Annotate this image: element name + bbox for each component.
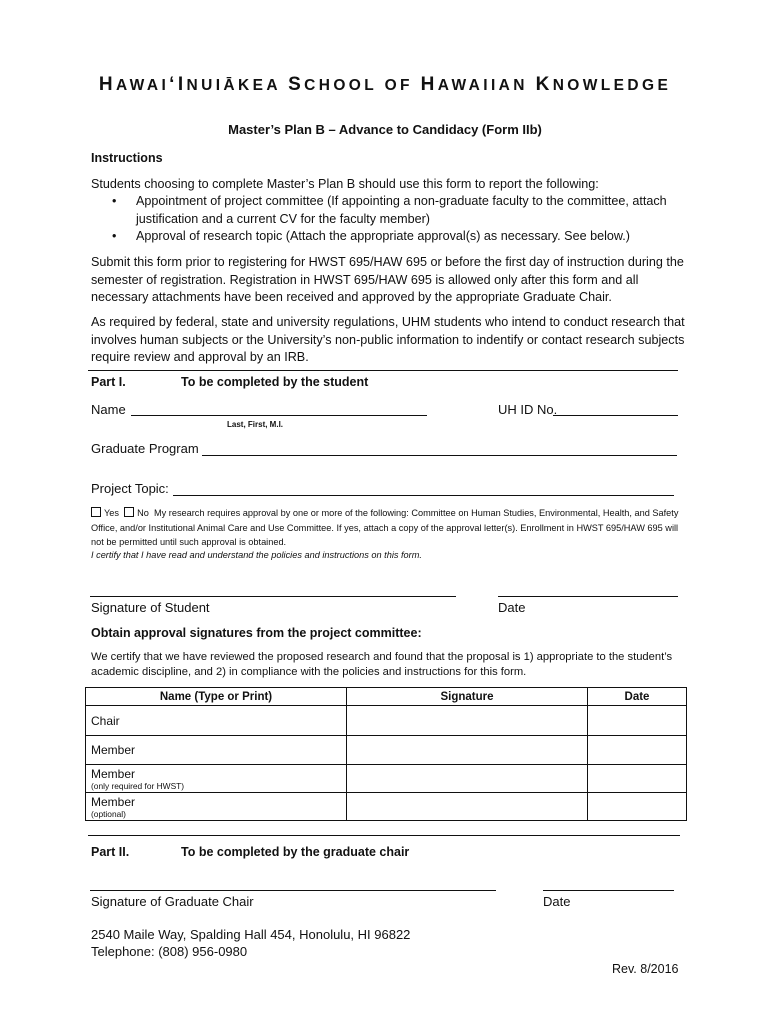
role-label: Chair bbox=[91, 713, 120, 728]
approval-paragraph bbox=[91, 506, 691, 550]
role-cell[interactable] bbox=[86, 736, 347, 765]
yes-checkbox[interactable] bbox=[91, 507, 101, 517]
student-signature-label: Signature of Student bbox=[91, 600, 210, 615]
role-cell[interactable] bbox=[86, 706, 347, 736]
uh-id-label: UH ID No. bbox=[498, 402, 558, 417]
role-note: (only required for HWST) bbox=[91, 780, 185, 791]
title-word: HAWAI bbox=[98, 74, 170, 95]
no-label: No bbox=[137, 508, 149, 518]
part1-heading: To be completed by the student bbox=[181, 375, 369, 389]
name-label: Name bbox=[91, 402, 126, 417]
column-header: Signature bbox=[347, 688, 588, 706]
bullet-marker: • bbox=[112, 194, 117, 208]
title-word: SCHOOL bbox=[288, 74, 377, 95]
student-signature-line[interactable] bbox=[90, 596, 456, 597]
date-cell[interactable] bbox=[588, 765, 687, 793]
role-note: (optional) bbox=[91, 808, 126, 819]
title-word: HAWAIIAN bbox=[420, 74, 528, 95]
table-row bbox=[86, 793, 687, 821]
section-divider bbox=[88, 835, 680, 836]
signature-cell[interactable] bbox=[347, 736, 588, 765]
certify-statement: I certify that I have read and understand the policies and instructions on this form. bbox=[91, 550, 422, 560]
name-field[interactable] bbox=[131, 415, 427, 416]
date-cell[interactable] bbox=[588, 793, 687, 821]
telephone: Telephone: (808) 956-0980 bbox=[91, 944, 248, 959]
chair-date-label: Date bbox=[543, 894, 571, 909]
project-topic-label: Project Topic: bbox=[91, 481, 169, 496]
role-cell[interactable] bbox=[86, 765, 347, 793]
table-header-row bbox=[86, 688, 687, 706]
no-checkbox[interactable] bbox=[124, 507, 134, 517]
approval-text: My research requires approval by one or more of the following: Committee on Human Studies, Environmental, Health, and Safety Office, and/or Institutional Animal Care and Use Committee. If yes, attach a copy of the approval letter(s). Enrollment in HWST 695/HAW 695 will not be permitted until such approval is obtained. bbox=[91, 508, 679, 547]
role-label: Member bbox=[91, 743, 136, 757]
date-cell[interactable] bbox=[588, 736, 687, 765]
signature-cell[interactable] bbox=[347, 706, 588, 736]
column-header: Date bbox=[588, 688, 687, 706]
role-label: Member bbox=[91, 766, 136, 781]
submit-paragraph: Submit this form prior to registering for HWST 695/HAW 695 or before the first day of instruction during the semester of registration. Registration in HWST 695/HAW 695 is allowed only after this form and all necessary attachments have been received and approved by the appropriate Graduate Chair. bbox=[91, 255, 684, 304]
signature-cell[interactable] bbox=[347, 765, 588, 793]
graduate-program-field[interactable] bbox=[202, 455, 677, 456]
project-topic-field[interactable] bbox=[173, 495, 674, 496]
graduate-program-label: Graduate Program bbox=[91, 441, 199, 456]
title-word: OF bbox=[384, 77, 413, 94]
yes-label: Yes bbox=[104, 508, 119, 518]
table-row bbox=[86, 765, 687, 793]
irb-paragraph: As required by federal, state and university regulations, UHM students who intend to conduct research that involves human subjects or the University’s non-public information to indentify or contact research subjects require review and approval by an IRB. bbox=[91, 315, 685, 364]
instructions-heading: Instructions bbox=[91, 151, 163, 165]
table-row bbox=[86, 706, 687, 736]
uh-id-field[interactable] bbox=[553, 415, 678, 416]
committee-heading: Obtain approval signatures from the project committee: bbox=[91, 626, 422, 640]
part2-label: Part II. bbox=[91, 845, 130, 859]
bullet-item: Appointment of project committee (If appointing a non-graduate faculty to the committee, attach justification and a current CV for the faculty member) bbox=[136, 194, 667, 226]
revision: Rev. 8/2016 bbox=[612, 962, 679, 976]
signature-cell[interactable] bbox=[347, 793, 588, 821]
name-hint: Last, First, M.I. bbox=[227, 420, 284, 429]
section-divider bbox=[88, 370, 678, 371]
student-date-label: Date bbox=[498, 600, 526, 615]
part1-label: Part I. bbox=[91, 375, 126, 389]
bullet-item: Approval of research topic (Attach the appropriate approval(s) as necessary. See below.) bbox=[136, 229, 630, 243]
student-date-line[interactable] bbox=[498, 596, 678, 597]
date-cell[interactable] bbox=[588, 706, 687, 736]
chair-signature-label: Signature of Graduate Chair bbox=[91, 894, 254, 909]
chair-date-line[interactable] bbox=[543, 890, 674, 891]
committee-statement: We certify that we have reviewed the proposed research and found that the proposal is 1) appropriate to the student’s academic discipline, and 2) in compliance with the policies and instructions for this form. bbox=[91, 651, 673, 678]
column-header: Name (Type or Print) bbox=[86, 688, 347, 706]
role-label: Member bbox=[91, 794, 136, 809]
school-title bbox=[0, 74, 770, 96]
committee-table bbox=[85, 687, 687, 821]
part2-heading: To be completed by the graduate chair bbox=[181, 845, 410, 859]
role-cell[interactable] bbox=[86, 793, 347, 821]
title-word: ʻINUIĀKEA bbox=[169, 74, 281, 95]
address: 2540 Maile Way, Spalding Hall 454, Honolulu, HI 96822 bbox=[91, 927, 411, 942]
title-word: KNOWLEDGE bbox=[535, 74, 672, 95]
table-row bbox=[86, 736, 687, 765]
bullet-marker: • bbox=[112, 229, 117, 243]
chair-signature-line[interactable] bbox=[90, 890, 496, 891]
form-title: Master’s Plan B – Advance to Candidacy (Form IIb) bbox=[228, 122, 542, 137]
instructions-intro: Students choosing to complete Master’s Plan B should use this form to report the following: bbox=[91, 177, 599, 191]
